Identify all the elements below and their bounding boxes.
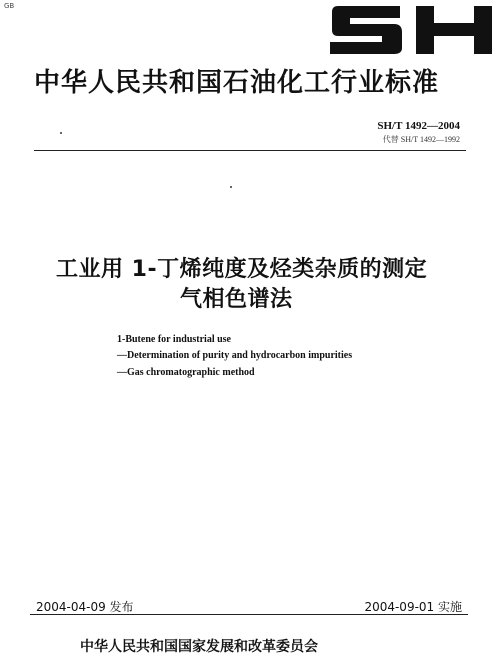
document-title-en-line1: 1-Butene for industrial use <box>117 334 231 345</box>
logo-letter-s <box>330 6 402 54</box>
replaces-standard: 代替 SH/T 1492—1992 <box>382 135 460 144</box>
document-title-en-line3: —Gas chromatographic method <box>117 367 255 378</box>
sh-logo <box>328 4 496 56</box>
scan-speck <box>230 186 232 188</box>
implementation-date: 2004-09-01 实施 <box>364 600 462 614</box>
footer-divider <box>30 614 468 615</box>
document-title-zh-line2: 气相色谱法 <box>180 287 293 312</box>
publisher: 中华人民共和国国家发展和改革委员会 <box>80 639 318 655</box>
standard-number: SH/T 1492—2004 <box>377 120 460 132</box>
document-title-en-line2: —Determination of purity and hydrocarbon impurities <box>117 350 353 361</box>
gb-mark: GB <box>4 2 15 10</box>
issue-date: 2004-04-09 发布 <box>36 600 134 614</box>
scan-speck <box>60 132 62 134</box>
logo-letter-h <box>416 6 492 54</box>
document-title-zh-line1: 工业用 1-丁烯纯度及烃类杂质的测定 <box>56 257 428 282</box>
standard-title: 中华人民共和国石油化工行业标准 <box>34 68 440 98</box>
header-divider <box>34 150 466 151</box>
